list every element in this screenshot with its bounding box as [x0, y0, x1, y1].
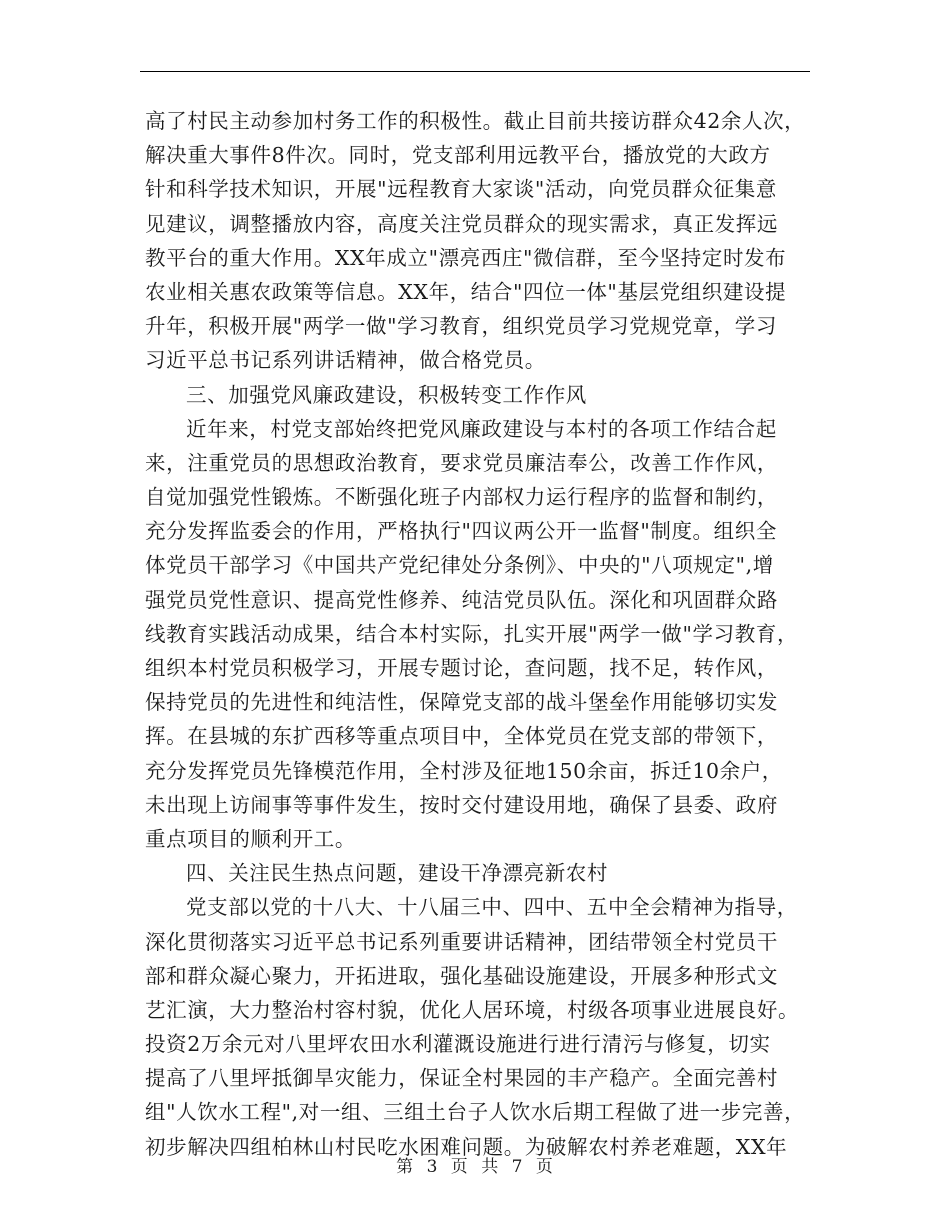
footer-prefix: 第 [396, 1157, 415, 1177]
text-line: 农业相关惠农政策等信息。XX年，结合"四位一体"基层党组织建设提 [145, 279, 787, 304]
header-rule [140, 71, 810, 72]
text-line: 艺汇演，大力整治村容村貌，优化人居环境，村级各项事业进展良好。 [145, 997, 800, 1022]
text-line: 充分发挥党员先锋模范作用，全村涉及征地150余亩，拆迁10余户， [145, 758, 783, 783]
footer-page-word: 页 [450, 1157, 469, 1177]
text-line: 挥。在县城的东扩西移等重点项目中，全体党员在党支部的带领下， [145, 724, 778, 749]
text-line: 保持党员的先进性和纯洁性，保障党支部的战斗堡垒作用能够切实发 [145, 690, 778, 715]
text-line: 针和科学技术知识，开展"远程教育大家谈"活动，向党员群众征集意 [145, 177, 777, 202]
text-line: 来，注重党员的思想政治教育，要求党员廉洁奉公，改善工作作风， [145, 450, 778, 475]
text-line: 近年来，村党支部始终把党风廉政建设与本村的各项工作结合起 [186, 416, 777, 441]
text-line: 线教育实践活动成果，结合本村实际，扎实开展"两学一做"学习教育， [145, 621, 799, 646]
page-footer [0, 1152, 950, 1177]
footer-total-pages: 7 [511, 1157, 524, 1177]
text-line: 重点项目的顺利开工。 [145, 826, 356, 851]
text-line: 部和群众凝心聚力，开拓进取，强化基础设施建设，开展多种形式文 [145, 963, 778, 988]
text-line: 升年，积极开展"两学一做"学习教育，组织党员学习党规党章，学习 [145, 314, 777, 339]
text-line: 三、加强党风廉政建设，积极转变工作作风 [186, 382, 587, 407]
text-line: 解决重大事件8件次。同时，党支部利用远教平台，播放党的大政方 [145, 143, 771, 168]
footer-total-word: 共 [481, 1157, 500, 1177]
text-line: 组织本村党员积极学习，开展专题讨论，查问题，找不足，转作风， [145, 656, 778, 680]
text-line: 未出现上访闹事等事件发生，按时交付建设用地，确保了县委、政府 [145, 792, 778, 817]
text-line: 高了村民主动参加村务工作的积极性。截止目前共接访群众42余人次， [145, 109, 806, 133]
text-line: 组"人饮水工程",对一组、三组土台子人饮水后期工程做了进一步完善， [145, 1100, 806, 1125]
text-line: 党支部以党的十八大、十八届三中、四中、五中全会精神为指导， [186, 895, 798, 920]
text-line: 教平台的重大作用。XX年成立"漂亮西庄"微信群，至今坚持定时发布 [145, 245, 787, 270]
footer-suffix: 页 [535, 1157, 554, 1177]
text-line: 初步解决四组柏林山村民吃水困难问题。为破解农村养老难题，XX年 [145, 1134, 788, 1159]
text-line: 见建议，调整播放内容，高度关注党员群众的现实需求，真正发挥远 [145, 211, 778, 236]
text-line: 四、关注民生热点问题，建设干净漂亮新农村 [186, 861, 608, 886]
text-line: 自觉加强党性锻炼。不断强化班子内部权力运行程序的监督和制约， [145, 485, 778, 510]
text-line: 充分发挥监委会的作用，严格执行"四议两公开一监督"制度。组织全 [145, 519, 777, 544]
text-line: 体党员干部学习《中国共产党纪律处分条例》、中央的"八项规定",增 [145, 553, 774, 578]
document-body [145, 104, 810, 1164]
text-line: 习近平总书记系列讲话精神，做合格党员。 [145, 348, 546, 373]
footer-current-page: 3 [426, 1157, 439, 1177]
text-line: 投资2万余元对八里坪农田水利灌溉设施进行进行清污与修复，切实 [145, 1032, 771, 1057]
text-line: 深化贯彻落实习近平总书记系列重要讲话精神，团结带领全村党员干 [145, 929, 778, 954]
text-line: 强党员党性意识、提高党性修养、纯洁党员队伍。深化和巩固群众路 [145, 587, 778, 612]
text-line: 提高了八里坪抵御旱灾能力，保证全村果园的丰产稳产。全面完善村 [145, 1066, 778, 1091]
